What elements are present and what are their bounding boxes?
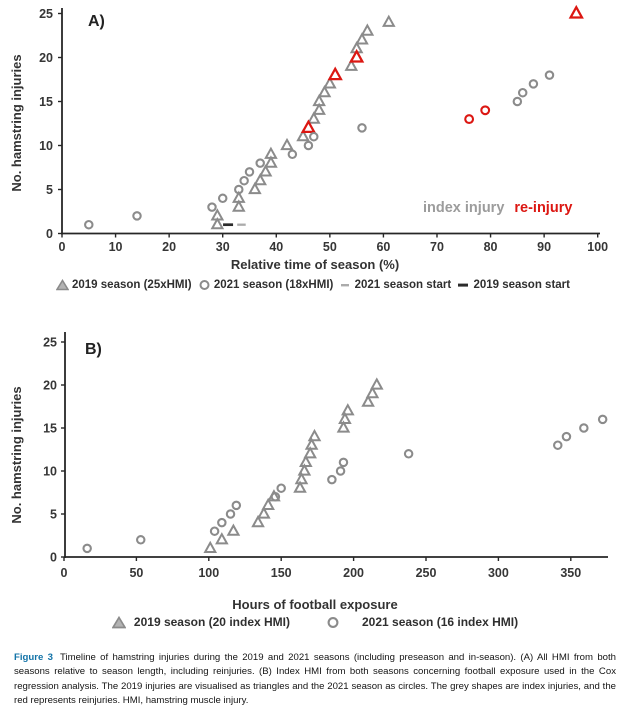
series-2019-season-re-injury <box>303 7 582 132</box>
chart-a-scatter <box>0 0 630 320</box>
panel-b-legend <box>0 615 630 629</box>
circle-marker <box>211 528 218 535</box>
x-tick-label: 150 <box>270 566 292 580</box>
x-tick-label: 50 <box>129 566 144 580</box>
circle-marker <box>599 416 606 423</box>
x-tick-label: 30 <box>215 240 230 254</box>
circle-marker <box>554 442 561 449</box>
circle-marker <box>481 106 489 114</box>
x-tick-label: 300 <box>487 566 509 580</box>
grey-dash-icon <box>340 279 352 291</box>
circle-marker <box>233 502 240 509</box>
triangle-marker <box>384 17 394 26</box>
x-tick-label: 10 <box>108 240 123 254</box>
legend-item-2019-season <box>56 279 192 291</box>
y-tick-label: 5 <box>50 507 57 522</box>
series-2021-season-start <box>237 224 246 226</box>
triangle-icon <box>112 616 126 629</box>
circle-marker <box>514 98 521 105</box>
triangle-marker <box>228 526 238 535</box>
legend-label: 2019 season start <box>473 279 570 291</box>
triangle-marker <box>343 405 353 414</box>
x-tick-label: 250 <box>415 566 437 580</box>
circle-marker <box>305 142 312 149</box>
circle-marker <box>218 519 225 526</box>
black-dash-icon <box>457 279 470 291</box>
re-injury-label: re-injury <box>514 200 573 216</box>
x-tick-label: 80 <box>483 240 498 254</box>
circle-marker <box>227 510 234 517</box>
axes <box>43 332 608 580</box>
circle-marker <box>580 424 587 431</box>
panel-b-label: B) <box>85 341 102 358</box>
circle-marker <box>530 80 537 87</box>
season-start-dash-marker <box>223 223 233 226</box>
figure-caption-text: Timeline of hamstring injuries during the 2019 and 2021 seasons (including preseason and in-season). (A) All HMI from both seasons relative to season length, including reinjuries. (B) Index HMI from both seasons concerning football exposure used in the Cox regression analysis. The 2019 injuries are visualised as triangles and the 2021 season as circles. The grey shapes are index injuries, and the red represents reinjuries. HMI, hamstring muscle injury. <box>14 652 616 707</box>
panel-a-legend <box>56 279 570 291</box>
legend-label: 2021 season (18xHMI) <box>213 279 334 291</box>
triangle-marker <box>309 431 319 440</box>
circle-marker <box>83 545 90 552</box>
series-2019-season-index-hmi <box>212 17 394 229</box>
injury-type-annotation <box>423 200 583 216</box>
series-2021-season-16-index-hmi- <box>83 416 606 552</box>
y-tick-label: 0 <box>50 550 57 565</box>
x-tick-label: 100 <box>198 566 220 580</box>
y-tick-label: 10 <box>43 464 57 479</box>
x-tick-label: 40 <box>269 240 284 254</box>
triangle-icon <box>56 279 69 291</box>
season-start-dash-marker <box>237 224 246 226</box>
circle-marker <box>519 89 526 96</box>
circle-icon <box>326 616 340 629</box>
x-tick-label: 350 <box>560 566 582 580</box>
triangle-marker <box>571 7 582 17</box>
triangle-marker <box>205 543 215 552</box>
circle-marker <box>133 212 140 219</box>
triangle-marker <box>217 534 227 543</box>
triangle-marker <box>282 140 292 149</box>
y-tick-label: 10 <box>39 138 53 153</box>
x-tick-label: 100 <box>587 240 609 254</box>
legend-label: 2021 season (16 index HMI) <box>362 615 519 629</box>
circle-marker <box>340 459 347 466</box>
y-tick-label: 25 <box>43 335 57 350</box>
triangle-marker <box>362 26 372 35</box>
y-tick-label: 20 <box>43 378 57 393</box>
legend-label: 2021 season start <box>354 279 452 291</box>
y-tick-label: 15 <box>43 421 57 436</box>
figure-caption-tag: Figure 3 <box>14 652 53 663</box>
circle-marker <box>465 115 473 123</box>
series-2019-season-20-index-hmi- <box>205 379 382 552</box>
x-tick-label: 20 <box>162 240 177 254</box>
circle-marker <box>546 71 553 78</box>
circle-marker <box>85 221 92 228</box>
triangle-marker <box>329 69 340 79</box>
legend-item-2021-season <box>326 615 518 629</box>
index-injury-label: index injury <box>423 200 505 216</box>
circle-marker <box>289 151 296 158</box>
circle-marker <box>358 124 365 131</box>
circle-marker <box>278 485 285 492</box>
legend-label: 2019 season (25xHMI) <box>72 279 192 291</box>
legend-item-2019-season <box>112 615 290 629</box>
circle-icon <box>198 279 211 291</box>
circle-marker <box>405 450 412 457</box>
legend-item-2021-season-start <box>340 279 452 291</box>
x-tick-label: 70 <box>430 240 444 254</box>
panel-b-x-axis-title: Hours of football exposure <box>232 597 398 612</box>
circle-marker <box>240 177 247 184</box>
panel-a-y-axis-title: No. hamstring injuries <box>9 54 24 192</box>
x-tick-label: 200 <box>343 566 365 580</box>
circle-marker <box>137 536 144 543</box>
y-tick-label: 20 <box>39 50 53 65</box>
circle-marker <box>208 203 215 210</box>
legend-item-2021-season <box>198 279 334 291</box>
x-tick-label: 0 <box>58 240 66 254</box>
panel-a-label: A) <box>88 13 105 30</box>
circle-marker <box>219 195 226 202</box>
legend-item-2019-season-start <box>457 279 570 291</box>
circle-marker <box>328 476 335 483</box>
circle-marker <box>337 467 344 474</box>
circle-marker <box>246 168 253 175</box>
x-tick-label: 90 <box>537 240 552 254</box>
legend-label: 2019 season (20 index HMI) <box>133 615 290 629</box>
x-tick-label: 50 <box>322 240 337 254</box>
panel-b-y-axis-title: No. hamstring injuries <box>9 386 24 524</box>
circle-marker <box>310 133 317 140</box>
figure-caption <box>14 651 616 709</box>
series-2019-season-start <box>223 223 233 226</box>
series-2021-season-re-injury <box>465 106 489 123</box>
axes <box>39 7 608 254</box>
y-tick-label: 5 <box>46 182 53 197</box>
x-tick-label: 0 <box>60 566 68 580</box>
y-tick-label: 0 <box>46 226 53 241</box>
triangle-marker <box>372 379 382 388</box>
y-tick-label: 25 <box>39 6 53 21</box>
circle-marker <box>257 159 264 166</box>
chart-b-scatter <box>0 320 630 605</box>
x-tick-label: 60 <box>376 240 391 254</box>
circle-marker <box>563 433 570 440</box>
panel-a-x-axis-title: Relative time of season (%) <box>230 257 400 272</box>
y-tick-label: 15 <box>39 94 53 109</box>
